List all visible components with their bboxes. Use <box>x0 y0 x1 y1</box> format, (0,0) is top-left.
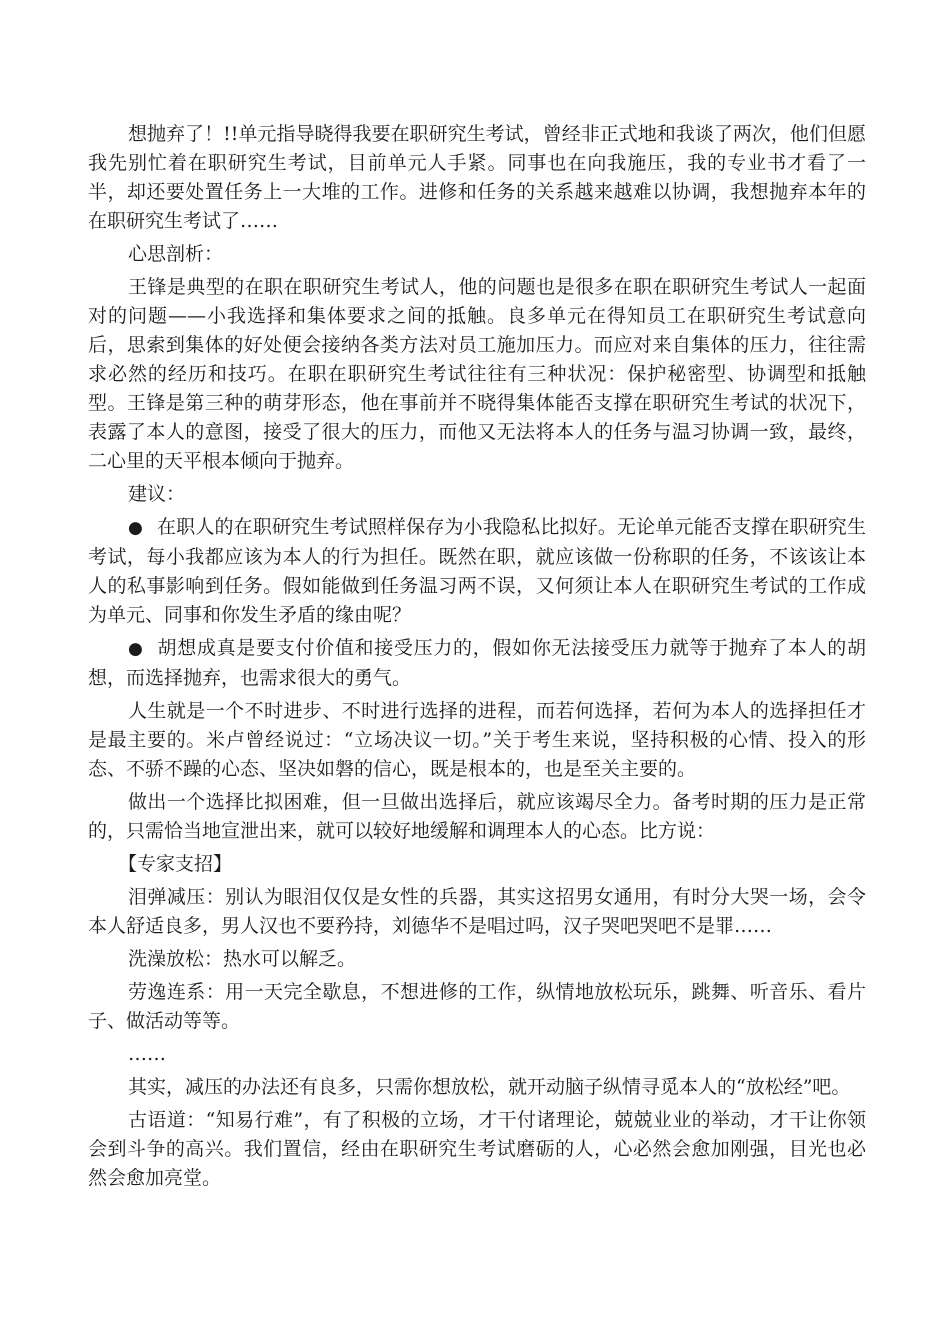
paragraph-ellipsis: …… <box>128 1043 166 1065</box>
paragraph-intro: 想抛弃了！!!单元指导晓得我要在职研究生考试，曾经非正式地和我谈了两次，他们但愿我先别忙着在职研究生考试，目前单元人手紧。同事也在向我施压，我的专业书才看了一半，却还要处置任务上一大堆的工作。进修和任务的关系越来越难以协调，我想抛弃本年的在职研究生考试了…… <box>88 123 866 232</box>
bullet-item-2 <box>88 634 866 693</box>
bullet-icon: ● <box>128 518 143 538</box>
heading-analysis: 心思剖析： <box>128 243 224 265</box>
bullet-text-1: 在职人的在职研究生考试照样保存为小我隐私比拟好。无论单元能否支撑在职研究生考试，每小我都应该为本人的行为担任。既然在职，就应该做一份称职的任务，不该该让本人的私事影响到任务。假如能做到任务温习两不误，又何须让本人在职研究生考试的工作成为单元、同事和你发生矛盾的缘由呢？ <box>88 516 866 626</box>
bullet-item-1 <box>88 513 866 630</box>
paragraph-tears: 泪弹减压：别认为眼泪仅仅是女性的兵器，其实这招男女通用，有时分大哭一场，会令本人舒适良多，男人汉也不要矜持，刘德华不是唱过吗，汉子哭吧哭吧不是罪…… <box>88 886 866 937</box>
paragraph-analysis: 王锋是典型的在职在职研究生考试人，他的问题也是很多在职在职研究生考试人一起面对的问题——小我选择和集体要求之间的抵触。良多单元在得知员工在职研究生考试意向后，思索到集体的好处便会接纳各类方法对员工施加压力。而应对来自集体的压力，往往需求必然的经历和技巧。在职在职研究生考试往往有三种状况：保护秘密型、协调型和抵触型。王锋是第三种的萌芽形态，他在事前并不晓得集体能否支撑在职研究生考试的状况下，表露了本人的意图，接受了很大的压力，而他又无法将本人的任务与温习协调一致，最终，二心里的天平根本倾向于抛弃。 <box>88 276 866 472</box>
paragraph-balance: 劳逸连系：用一天完全歇息，不想进修的工作，纵情地放松玩乐，跳舞、听音乐、看片子、做活动等等。 <box>88 981 866 1032</box>
heading-advice: 建议： <box>128 483 186 505</box>
document-body <box>88 120 866 1197</box>
paragraph-conclusion: 古语道：“知易行难”，有了积极的立场，才干付诸理论，兢兢业业的举动，才干让你领会到斗争的高兴。我们置信，经由在职研究生考试磨砺的人，心必然会愈加刚强，目光也必然会愈加亮堂。 <box>88 1109 866 1189</box>
bullet-text-2: 胡想成真是要支付价值和接受压力的，假如你无法接受压力就等于抛弃了本人的胡想，而选择抛弃，也需求很大的勇气。 <box>88 637 866 689</box>
paragraph-pressure: 做出一个选择比拟困难，但一旦做出选择后，就应该竭尽全力。备考时期的压力是正常的，只需恰当地宣泄出来，就可以较好地缓解和调理本人的心态。比方说： <box>88 791 866 842</box>
heading-expert-tips: 【专家支招】 <box>118 853 233 875</box>
paragraph-bath: 洗澡放松：热水可以解乏。 <box>128 948 357 970</box>
bullet-icon: ● <box>128 639 144 659</box>
paragraph-life: 人生就是一个不时进步、不时进行选择的进程，而若何选择，若何为本人的选择担任才是最主要的。米卢曾经说过：“立场决议一切。”关于考生来说，坚持积极的心情、投入的形态、不骄不躁的心态、坚决如磐的信心，既是根本的，也是至关主要的。 <box>88 700 866 780</box>
paragraph-other-methods: 其实，减压的办法还有良多，只需你想放松，就开动脑子纵情寻觅本人的“放松经”吧。 <box>128 1076 851 1098</box>
